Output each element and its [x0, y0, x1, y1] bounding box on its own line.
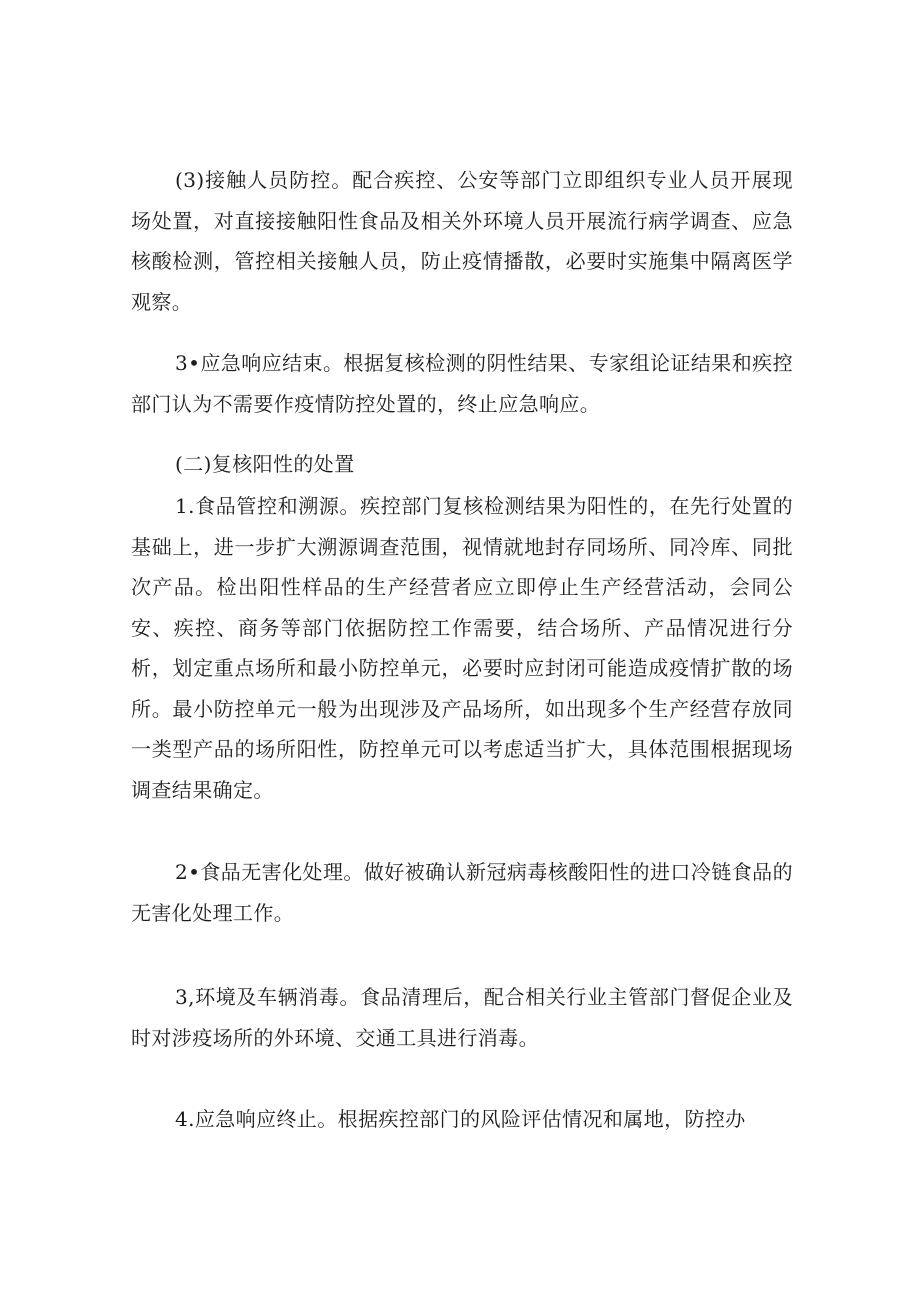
paragraph-response-end: 3•应急响应结束。根据复核检测的阴性结果、专家组论证结果和疾控部门认为不需要作疫情防控处置的，终止应急响应。	[131, 351, 793, 416]
paragraph-disinfection: 3,环境及车辆消毒。食品清理后，配合相关行业主管部门督促企业及时对涉疫场所的外环境、交通工具进行消毒。	[131, 985, 793, 1050]
paragraph-response-termination: 4.应急响应终止。根据疾控部门的风险评估情况和属地，防控办	[175, 1107, 746, 1131]
paragraph-harmless-treatment: 2•食品无害化处理。做好被确认新冠病毒核酸阳性的进口冷链食品的无害化处理工作。	[131, 860, 793, 925]
section-heading-positive-handling: (二)复核阳性的处置	[175, 452, 355, 476]
paragraph-contact-control: (3)接触人员防控。配合疾控、公安等部门立即组织专业人员开展现场处置，对直接接触阳性食品及相关外环境人员开展流行病学调查、应急核酸检测，管控相关接触人员，防止疫情播散，必要时实施集中隔离医学观察。	[131, 168, 793, 314]
paragraph-food-control-tracing: 1.食品管控和溯源。疾控部门复核检测结果为阳性的，在先行处置的基础上，进一步扩大溯源调查范围，视情就地封存同场所、同冷库、同批次产品。检出阳性样品的生产经营者应立即停止生产经营活动，会同公安、疾控、商务等部门依据防控工作需要，结合场所、产品情况进行分析，划定重点场所和最小防控单元，必要时应封闭可能造成疫情扩散的场所。最小防控单元一般为出现涉及产品场所，如出现多个生产经营存放同一类型产品的场所阳性，防控单元可以考虑适当扩大，具体范围根据现场调查结果确定。	[131, 494, 793, 802]
